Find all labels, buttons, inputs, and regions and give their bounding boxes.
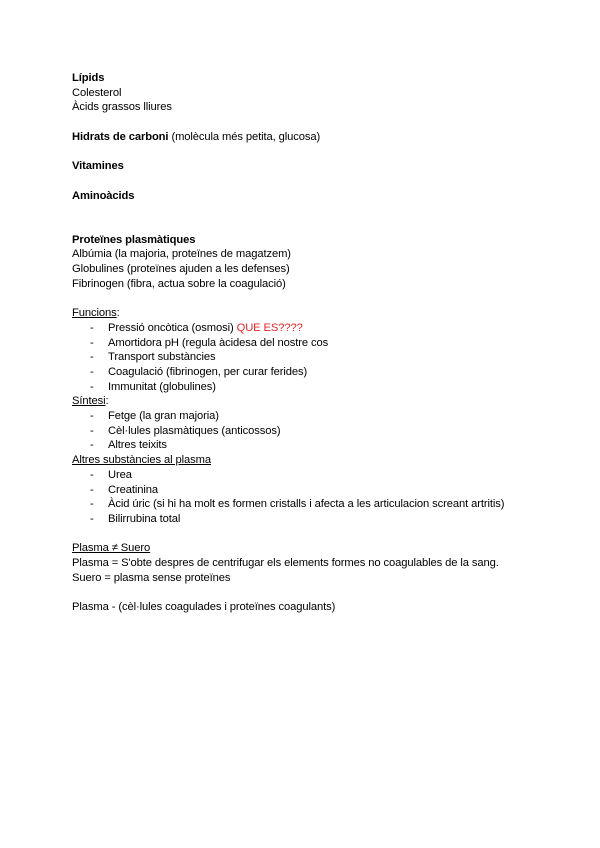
plasma-line: Plasma = S'obte despres de centrifugar els elements formes no coagulables de la sang. [72, 557, 499, 570]
other-item: - Bilirrubina total [90, 513, 181, 525]
plasma-line: Suero = plasma sense proteïnes [72, 571, 231, 584]
synthesis-item: - Cèl·lules plasmàtiques (anticossos) [90, 424, 281, 437]
other-item: - Creatinina [90, 483, 158, 496]
synthesis-heading: Síntesi [72, 395, 106, 408]
lipids-item: Àcids grassos lliures [72, 101, 172, 114]
synthesis-item: - Altres teixits [90, 439, 167, 452]
plasma-final-line: Plasma - (cèl·lules coagulades i proteïnes coagulants) [72, 601, 336, 614]
lipids-heading: Lípids [72, 72, 105, 84]
aminoacids-heading: Aminoàcids [72, 189, 135, 202]
proteins-heading: Proteïnes plasmàtiques [72, 233, 196, 246]
carbs-note: (molècula més petita, glucosa) [168, 130, 321, 143]
carbs-heading: Hidrats de carboni [72, 130, 169, 143]
synthesis-item: - Fetge (la gran majoria) [90, 410, 219, 423]
synthesis-heading-line [72, 394, 542, 409]
other-item: - Urea [90, 468, 132, 481]
protein-item: Fibrinogen (fibra, actua sobre la coagulació) [72, 277, 286, 290]
synthesis-suffix: : [105, 395, 109, 408]
protein-item: Globulines (proteïnes ajuden a les defenses) [72, 263, 290, 276]
question-highlight: QUE ES???? [236, 321, 303, 334]
function-item: - Immunitat (globulines) [90, 380, 216, 393]
other-substances-heading: Altres substàncies al plasma [72, 454, 211, 467]
function-item: - Amortidora pH (regula àcidesa del nostre cos [90, 336, 329, 349]
other-item: - Àcid úric (si hi ha molt es formen cristalls i afecta a les articulacion screant artritis) [90, 498, 505, 511]
plasma-heading: Plasma ≠ Suero [72, 542, 151, 555]
function-item: - Pressió oncòtica (osmosi) QUE ES???? [90, 321, 303, 334]
function-item: - Coagulació (fibrinogen, per curar ferides) [90, 365, 308, 378]
functions-heading-line [72, 306, 542, 321]
functions-heading: Funcions [72, 307, 117, 320]
functions-suffix: : [116, 307, 120, 320]
protein-item: Albúmia (la majoria, proteïnes de magatzem) [72, 248, 291, 261]
vitamins-heading: Vitamines [72, 160, 124, 173]
carbs-line [72, 130, 542, 145]
document-page [72, 71, 542, 615]
function-item: - Transport substàncies [90, 351, 216, 364]
lipids-item: Colesterol [72, 86, 122, 99]
